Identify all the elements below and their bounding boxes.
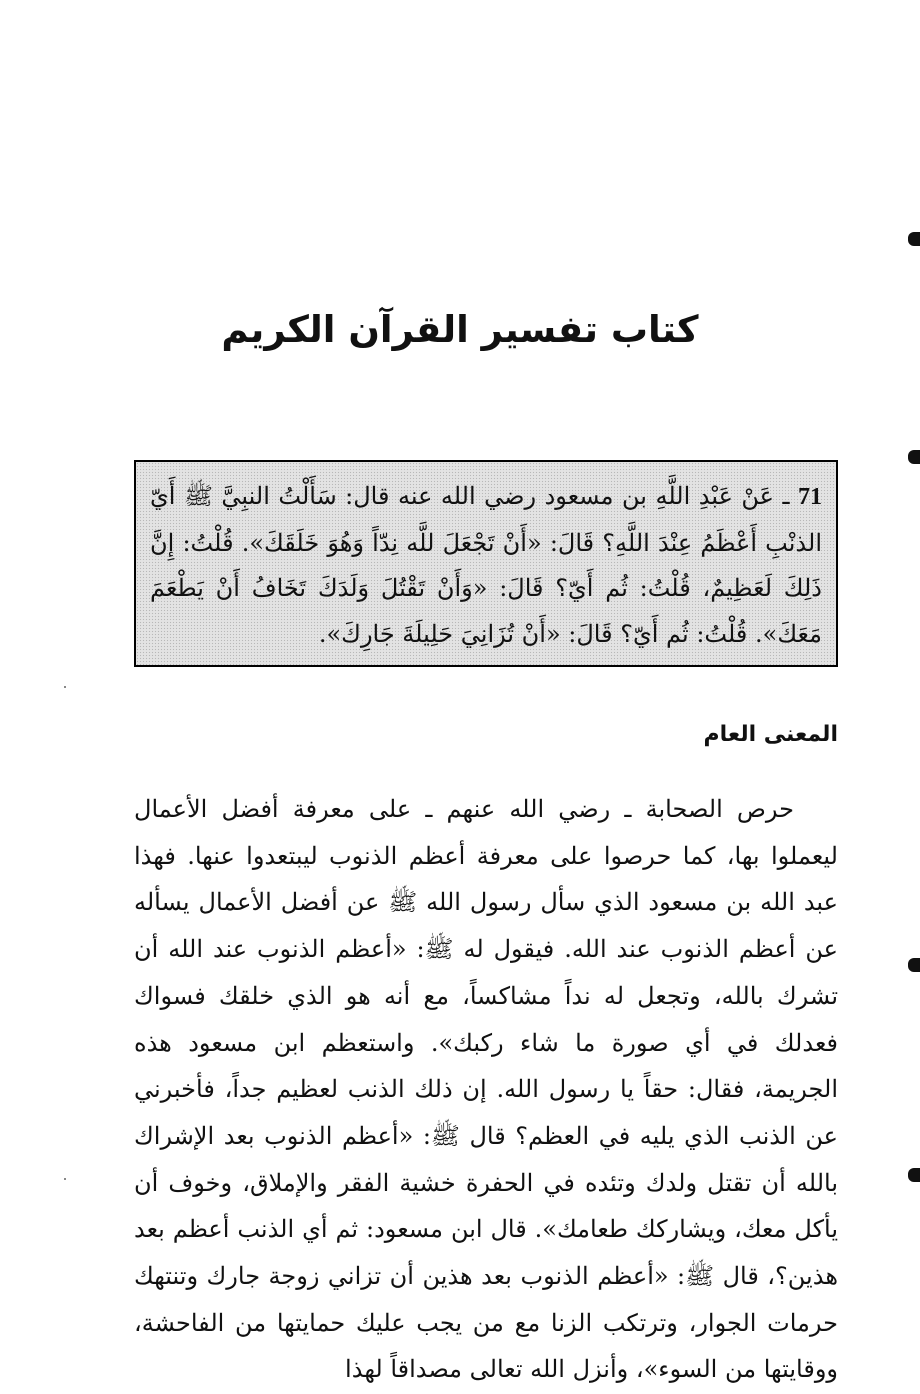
page-edge-mark <box>908 450 920 464</box>
page-edge-mark <box>908 958 920 972</box>
hadith-text: ـ عَنْ عَبْدِ اللَّهِ بن مسعود رضي الله عنه قال: سَأَلْتُ النبِيَّ ﷺ أَيّ الذنْبِ أَعْظَمُ عِنْدَ اللَّهِ؟ قَالَ: «أَنْ تَجْعَلَ للَّه نِدّاً وَهُوَ خَلَقَكَ». قُلْتُ: إِنَّ ذَلِكَ لَعَظِيمٌ، قُلْتُ: ثُم أَيّ؟ قَالَ: «وَأَنْ تَقْتُلَ وَلَدَكَ تَخَافُ أَنْ يَطْعَمَ مَعَكَ». قُلْتُ: ثُم أَيّ؟ قَالَ: «أَنْ تُزَانِيَ حَلِيلَةَ جَارِكَ». <box>150 482 822 648</box>
page-edge-mark <box>908 232 920 246</box>
body-paragraph: حرص الصحابة ـ رضي الله عنهم ـ على معرفة أفضل الأعمال ليعملوا بها، كما حرصوا على معرفة أعظم الذنوب ليبتعدوا عنها. فهذا عبد الله بن مسعود الذي سأل رسول الله ﷺ عن أفضل الأعمال يسأله عن أعظم الذنوب عند الله. فيقول له ﷺ: «أعظم الذنوب عند الله أن تشرك بالله، وتجعل له نداً مشاكساً، مع أنه هو الذي خلقك فسواك فعدلك في أي صورة ما شاء ركبك». واستعظم ابن مسعود هذه الجريمة، فقال: حقاً يا رسول الله. إن ذلك الذنب لعظيم جداً، فأخبرني عن الذنب الذي يليه في العظم؟ قال ﷺ: «أعظم الذنوب بعد الإشراك بالله أن تقتل ولدك وتئده في الحفرة خشية الفقر والإملاق، وخوف أن يأكل معك، ويشاركك طعامك». قال ابن مسعود: ثم أي الذنب أعظم بعد هذين؟، قال ﷺ: «أعظم الذنوب بعد هذين أن تزاني زوجة جارك وتنتهك حرمات الجوار، وترتكب الزنا مع من يجب عليك حمايتها من الفاحشة، ووقايتها من السوء»، وأنزل الله تعالى مصداقاً لهذا <box>134 795 838 1384</box>
section-heading: المعنى العام <box>703 722 838 747</box>
scan-speck <box>64 686 66 688</box>
page-edge-mark <box>908 1168 920 1182</box>
hadith-number: 71 <box>798 484 822 510</box>
book-title: كتاب تفسير القرآن الكريم <box>221 308 699 351</box>
scan-speck <box>64 1178 66 1180</box>
hadith-box <box>134 460 838 667</box>
